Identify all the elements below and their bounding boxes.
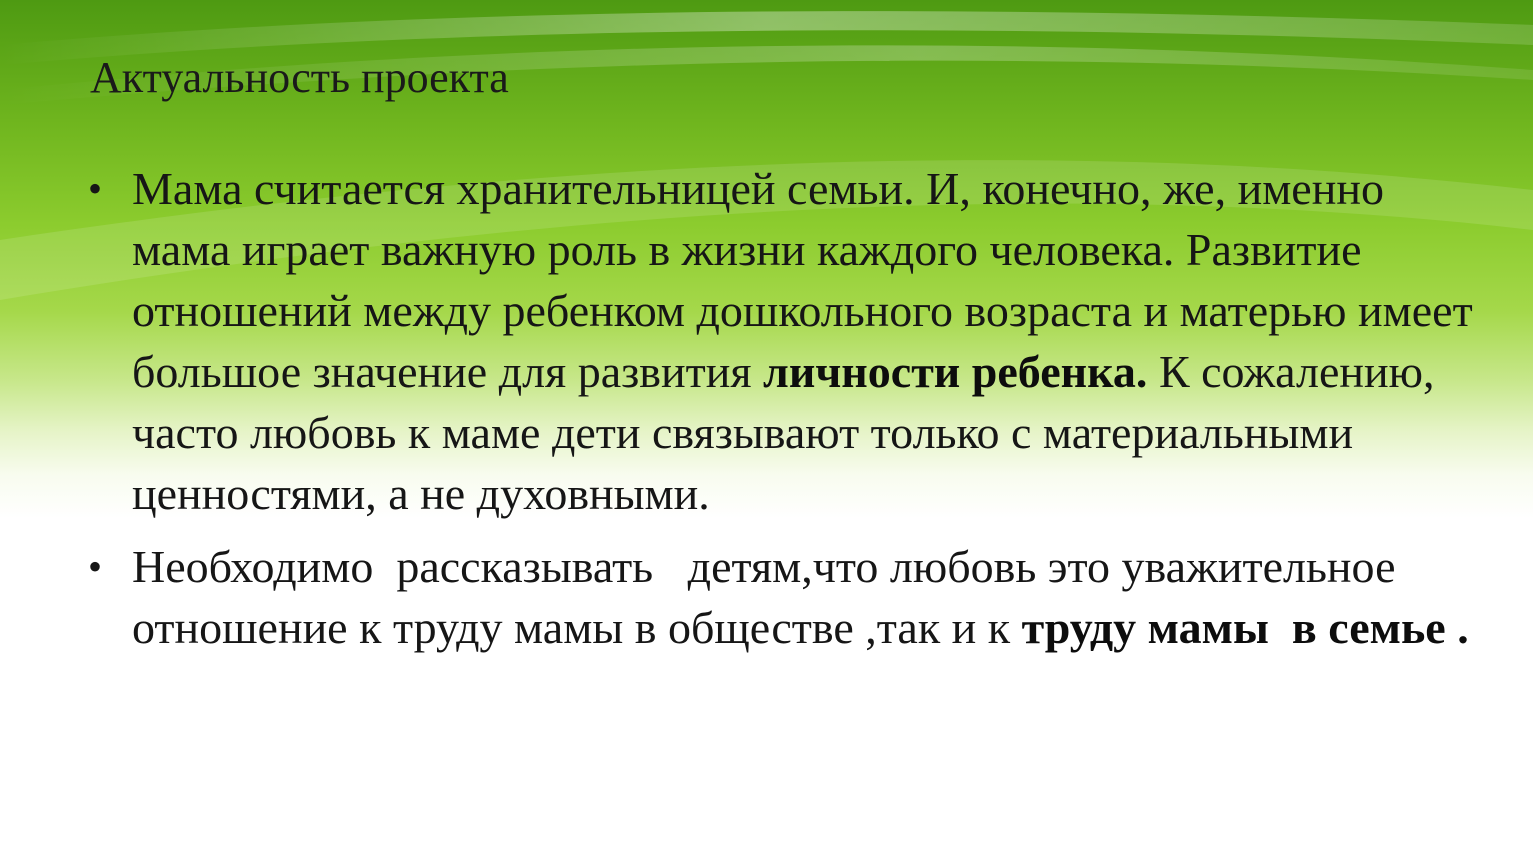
bullet-item-2 — [88, 536, 1488, 658]
bullet-1-bold-text: личности ребенка. — [763, 346, 1148, 397]
bullet-1-text-end: К сожалению, часто любовь к маме дети связывают только с материальными ценностями, а не духовными. — [132, 346, 1435, 519]
bullet-list — [88, 158, 1488, 658]
bullet-dot-icon: • — [88, 166, 103, 211]
bullet-item-1 — [88, 158, 1488, 524]
bullet-1-text: Мама считается хранительницей семьи. И, конечно, же, именно мама играет важную роль в жизни каждого человека. Развитие отношений между ребенком дошкольного возраста и матерью имеет большое значение для развития — [132, 163, 1473, 397]
bullet-2-text: Необходимо рассказывать детям,что любовь это уважительное отношение к труду мамы в обществе ,так и к — [132, 541, 1408, 653]
slide-title: Актуальность проекта — [90, 53, 509, 102]
bullet-2-bold-text: труду мамы в семье . — [1021, 602, 1469, 653]
bullet-dot-icon: • — [88, 544, 103, 589]
